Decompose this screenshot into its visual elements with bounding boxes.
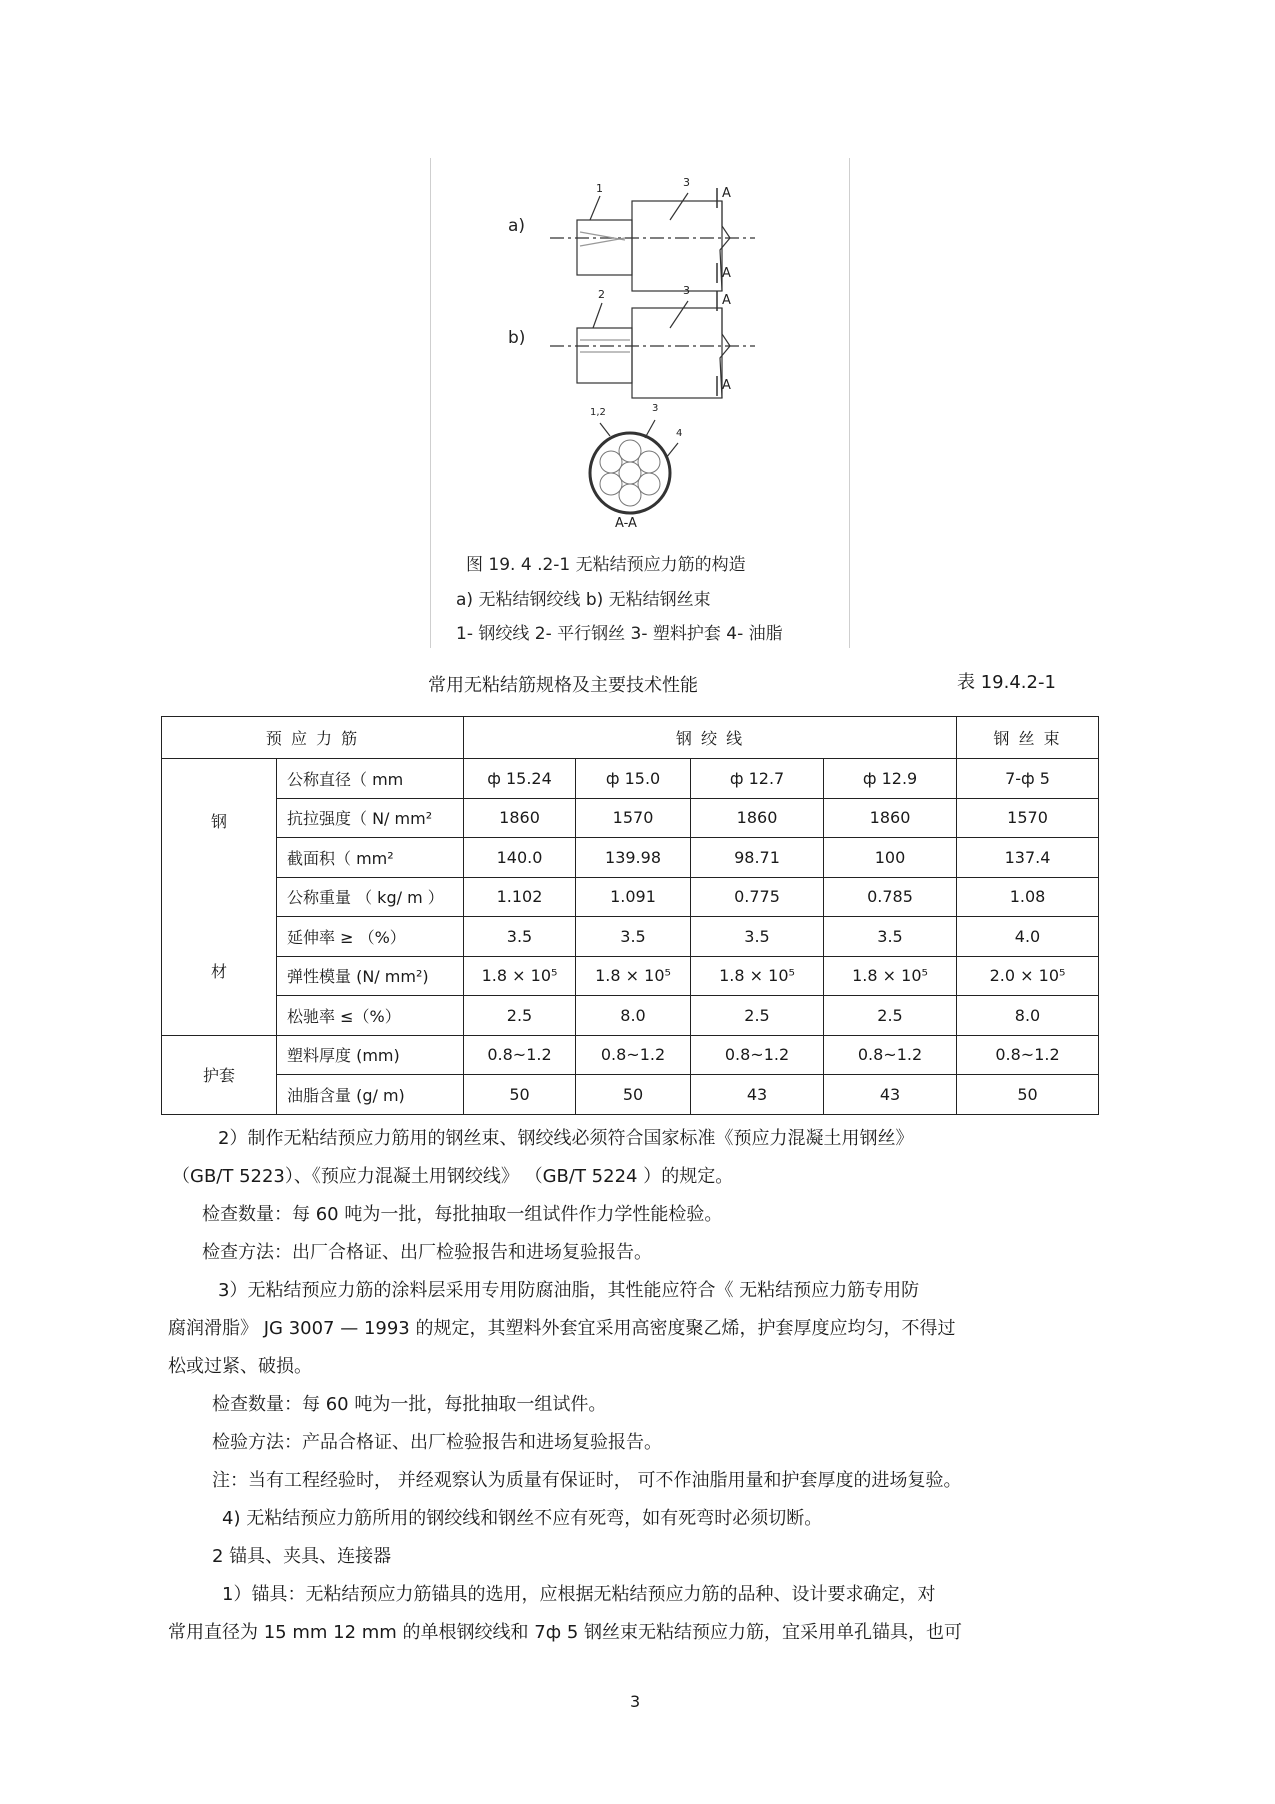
group-steel (162, 759, 277, 1036)
value-cell: 3.5 (576, 917, 691, 957)
value-cell: 2.5 (824, 996, 957, 1036)
section-mark-b-bot: A (722, 378, 731, 393)
value-cell: 139.98 (576, 838, 691, 878)
value-cell: 1.8 × 10⁵ (576, 956, 691, 996)
param-cell: 松驰率 ≤（%） (277, 996, 464, 1036)
value-cell: 0.8~1.2 (576, 1035, 691, 1075)
label-a: a) (508, 216, 526, 236)
callout-3c: 3 (652, 403, 659, 414)
value-cell: 2.5 (691, 996, 824, 1036)
param-cell: 弹性模量 (N/ mm²) (277, 956, 464, 996)
anchor-sleeve-b (577, 328, 632, 383)
value-cell: 50 (464, 1075, 576, 1115)
param-cell: 延伸率 ≥ （%） (277, 917, 464, 957)
callout-3b: 3 (683, 284, 690, 297)
strand-outer-6 (600, 451, 622, 473)
figure-drawing (430, 158, 850, 528)
header-tendon: 预 应 力 筋 (162, 717, 464, 759)
page-number: 3 (630, 1692, 641, 1711)
table-header-row (162, 717, 1099, 759)
paragraph-4: 4) 无粘结预应力筋所用的钢绞线和钢丝不应有死弯，如有死弯时必须切断。 (222, 1508, 823, 1529)
table-row (162, 877, 1099, 917)
value-cell: 1.08 (957, 877, 1099, 917)
value-cell: ф 12.9 (824, 759, 957, 799)
callout-1: 1 (596, 182, 603, 195)
value-cell: 1.102 (464, 877, 576, 917)
table-title: 常用无粘结筋规格及主要技术性能 (428, 675, 698, 696)
value-cell: 8.0 (957, 996, 1099, 1036)
sheath-b (632, 308, 722, 398)
value-cell: 50 (576, 1075, 691, 1115)
paragraph-3-line2: 腐润滑脂》 JG 3007 — 1993 的规定，其塑料外套宜采用高密度聚乙烯，护套厚度应均匀，不得过 (168, 1318, 956, 1339)
figure-subcaption: a) 无粘结钢绞线 b) 无粘结钢丝束 (456, 590, 711, 610)
value-cell: 1570 (957, 798, 1099, 838)
value-cell: 1.091 (576, 877, 691, 917)
param-cell: 公称重量 （ kg/ m ） (277, 877, 464, 917)
strand-outer-4 (619, 484, 641, 506)
leader-3a (670, 193, 688, 220)
figure-legend: 1- 钢绞线 2- 平行钢丝 3- 塑料护套 4- 油脂 (456, 624, 783, 644)
header-wire: 钢 丝 束 (957, 717, 1099, 759)
paragraph-2-line2: （GB/T 5223）、《预应力混凝土用钢绞线》 （GB/T 5224 ）的规定。 (172, 1166, 734, 1187)
value-cell: 1570 (576, 798, 691, 838)
table-row (162, 956, 1099, 996)
section-mark-b-top: A (722, 293, 731, 308)
value-cell: 3.5 (691, 917, 824, 957)
value-cell: 0.8~1.2 (824, 1035, 957, 1075)
param-cell: 公称直径（ mm (277, 759, 464, 799)
paragraph-2-line1: 2）制作无粘结预应力筋用的钢丝束、钢绞线必须符合国家标准《预应力混凝土用钢丝》 (218, 1128, 914, 1149)
value-cell: 1.8 × 10⁵ (464, 956, 576, 996)
callout-4: 4 (676, 428, 683, 439)
value-cell: ф 15.0 (576, 759, 691, 799)
callout-2: 2 (598, 288, 605, 301)
table-row (162, 1075, 1099, 1115)
value-cell: 43 (691, 1075, 824, 1115)
value-cell: 100 (824, 838, 957, 878)
inspection-method-1: 检查方法：出厂合格证、出厂检验报告和进场复验报告。 (202, 1242, 652, 1263)
value-cell: 0.785 (824, 877, 957, 917)
paragraph-anchors-line2: 常用直径为 15 mm 12 mm 的单根钢绞线和 7ф 5 钢丝束无粘结预应力筋，宜采用单孔锚具，也可 (168, 1622, 963, 1643)
leader-3b (670, 301, 688, 328)
value-cell: 8.0 (576, 996, 691, 1036)
value-cell: 137.4 (957, 838, 1099, 878)
strand-line-a2 (580, 238, 625, 246)
leader-1 (590, 196, 600, 220)
value-cell: 0.8~1.2 (691, 1035, 824, 1075)
leader-4 (666, 443, 678, 458)
leader-12 (600, 423, 610, 436)
figure-caption: 图 19. 4 .2-1 无粘结预应力筋的构造 (466, 555, 746, 575)
value-cell: 43 (824, 1075, 957, 1115)
note: 注：当有工程经验时， 并经观察认为质量有保证时， 可不作油脂用量和护套厚度的进场复验。 (212, 1470, 962, 1491)
table-row (162, 996, 1099, 1036)
value-cell: 1860 (464, 798, 576, 838)
leader-2 (593, 303, 602, 328)
value-cell: 50 (957, 1075, 1099, 1115)
strand-outer-1 (619, 440, 641, 462)
value-cell: 1.8 × 10⁵ (824, 956, 957, 996)
value-cell: 2.0 × 10⁵ (957, 956, 1099, 996)
table-row (162, 917, 1099, 957)
table-row (162, 759, 1099, 799)
value-cell: 1860 (824, 798, 957, 838)
value-cell: 0.8~1.2 (464, 1035, 576, 1075)
param-cell: 塑料厚度 (mm) (277, 1035, 464, 1075)
section-2-heading: 2 锚具、夹具、连接器 (212, 1546, 392, 1567)
spec-table (161, 716, 1099, 1115)
figure-unbonded-tendon (430, 158, 850, 648)
group-steel-bottom: 材 (210, 962, 227, 981)
paragraph-3-line3: 松或过紧、破损。 (168, 1356, 312, 1377)
strand-outer-5 (600, 473, 622, 495)
header-strand: 钢 绞 线 (464, 717, 957, 759)
value-cell: 2.5 (464, 996, 576, 1036)
param-cell: 截面积（ mm² (277, 838, 464, 878)
strand-outer-2 (638, 451, 660, 473)
group-steel-top: 钢 (210, 812, 227, 831)
table-row (162, 1035, 1099, 1075)
group-sheath: 护套 (162, 1035, 277, 1114)
value-cell: 0.8~1.2 (957, 1035, 1099, 1075)
sheath-a (632, 201, 722, 291)
value-cell: 4.0 (957, 917, 1099, 957)
label-b: b) (508, 328, 526, 348)
paragraph-anchors-line1: 1）锚具：无粘结预应力筋锚具的选用，应根据无粘结预应力筋的品种、设计要求确定，对 (222, 1584, 936, 1605)
paragraph-3-line1: 3）无粘结预应力筋的涂料层采用专用防腐油脂，其性能应符合《 无粘结预应力筋专用防 (218, 1280, 920, 1301)
strand-outer-3 (638, 473, 660, 495)
value-cell: ф 15.24 (464, 759, 576, 799)
value-cell: ф 12.7 (691, 759, 824, 799)
callout-3a: 3 (683, 176, 690, 189)
param-cell: 抗拉强度（ N/ mm² (277, 798, 464, 838)
section-mark-a-top: A (722, 186, 731, 201)
value-cell: 3.5 (464, 917, 576, 957)
param-cell: 油脂含量 (g/ m) (277, 1075, 464, 1115)
table-row (162, 798, 1099, 838)
inspection-method-2: 检验方法：产品合格证、出厂检验报告和进场复验报告。 (212, 1432, 662, 1453)
table-row (162, 838, 1099, 878)
callout-12: 1,2 (590, 407, 606, 418)
strand-center (619, 462, 641, 484)
value-cell: 1860 (691, 798, 824, 838)
section-label: A-A (615, 516, 637, 531)
value-cell: 98.71 (691, 838, 824, 878)
inspection-quantity-2: 检查数量：每 60 吨为一批，每批抽取一组试件。 (212, 1394, 607, 1415)
value-cell: 0.775 (691, 877, 824, 917)
sheath-circle (590, 433, 670, 513)
anchor-sleeve-a (577, 220, 632, 275)
value-cell: 140.0 (464, 838, 576, 878)
value-cell: 3.5 (824, 917, 957, 957)
value-cell: 1.8 × 10⁵ (691, 956, 824, 996)
leader-3c (645, 420, 655, 438)
value-cell: 7-ф 5 (957, 759, 1099, 799)
inspection-quantity-1: 检查数量：每 60 吨为一批，每批抽取一组试件作力学性能检验。 (202, 1204, 723, 1225)
section-mark-a-bot: A (722, 266, 731, 281)
table-number: 表 19.4.2-1 (957, 672, 1056, 693)
